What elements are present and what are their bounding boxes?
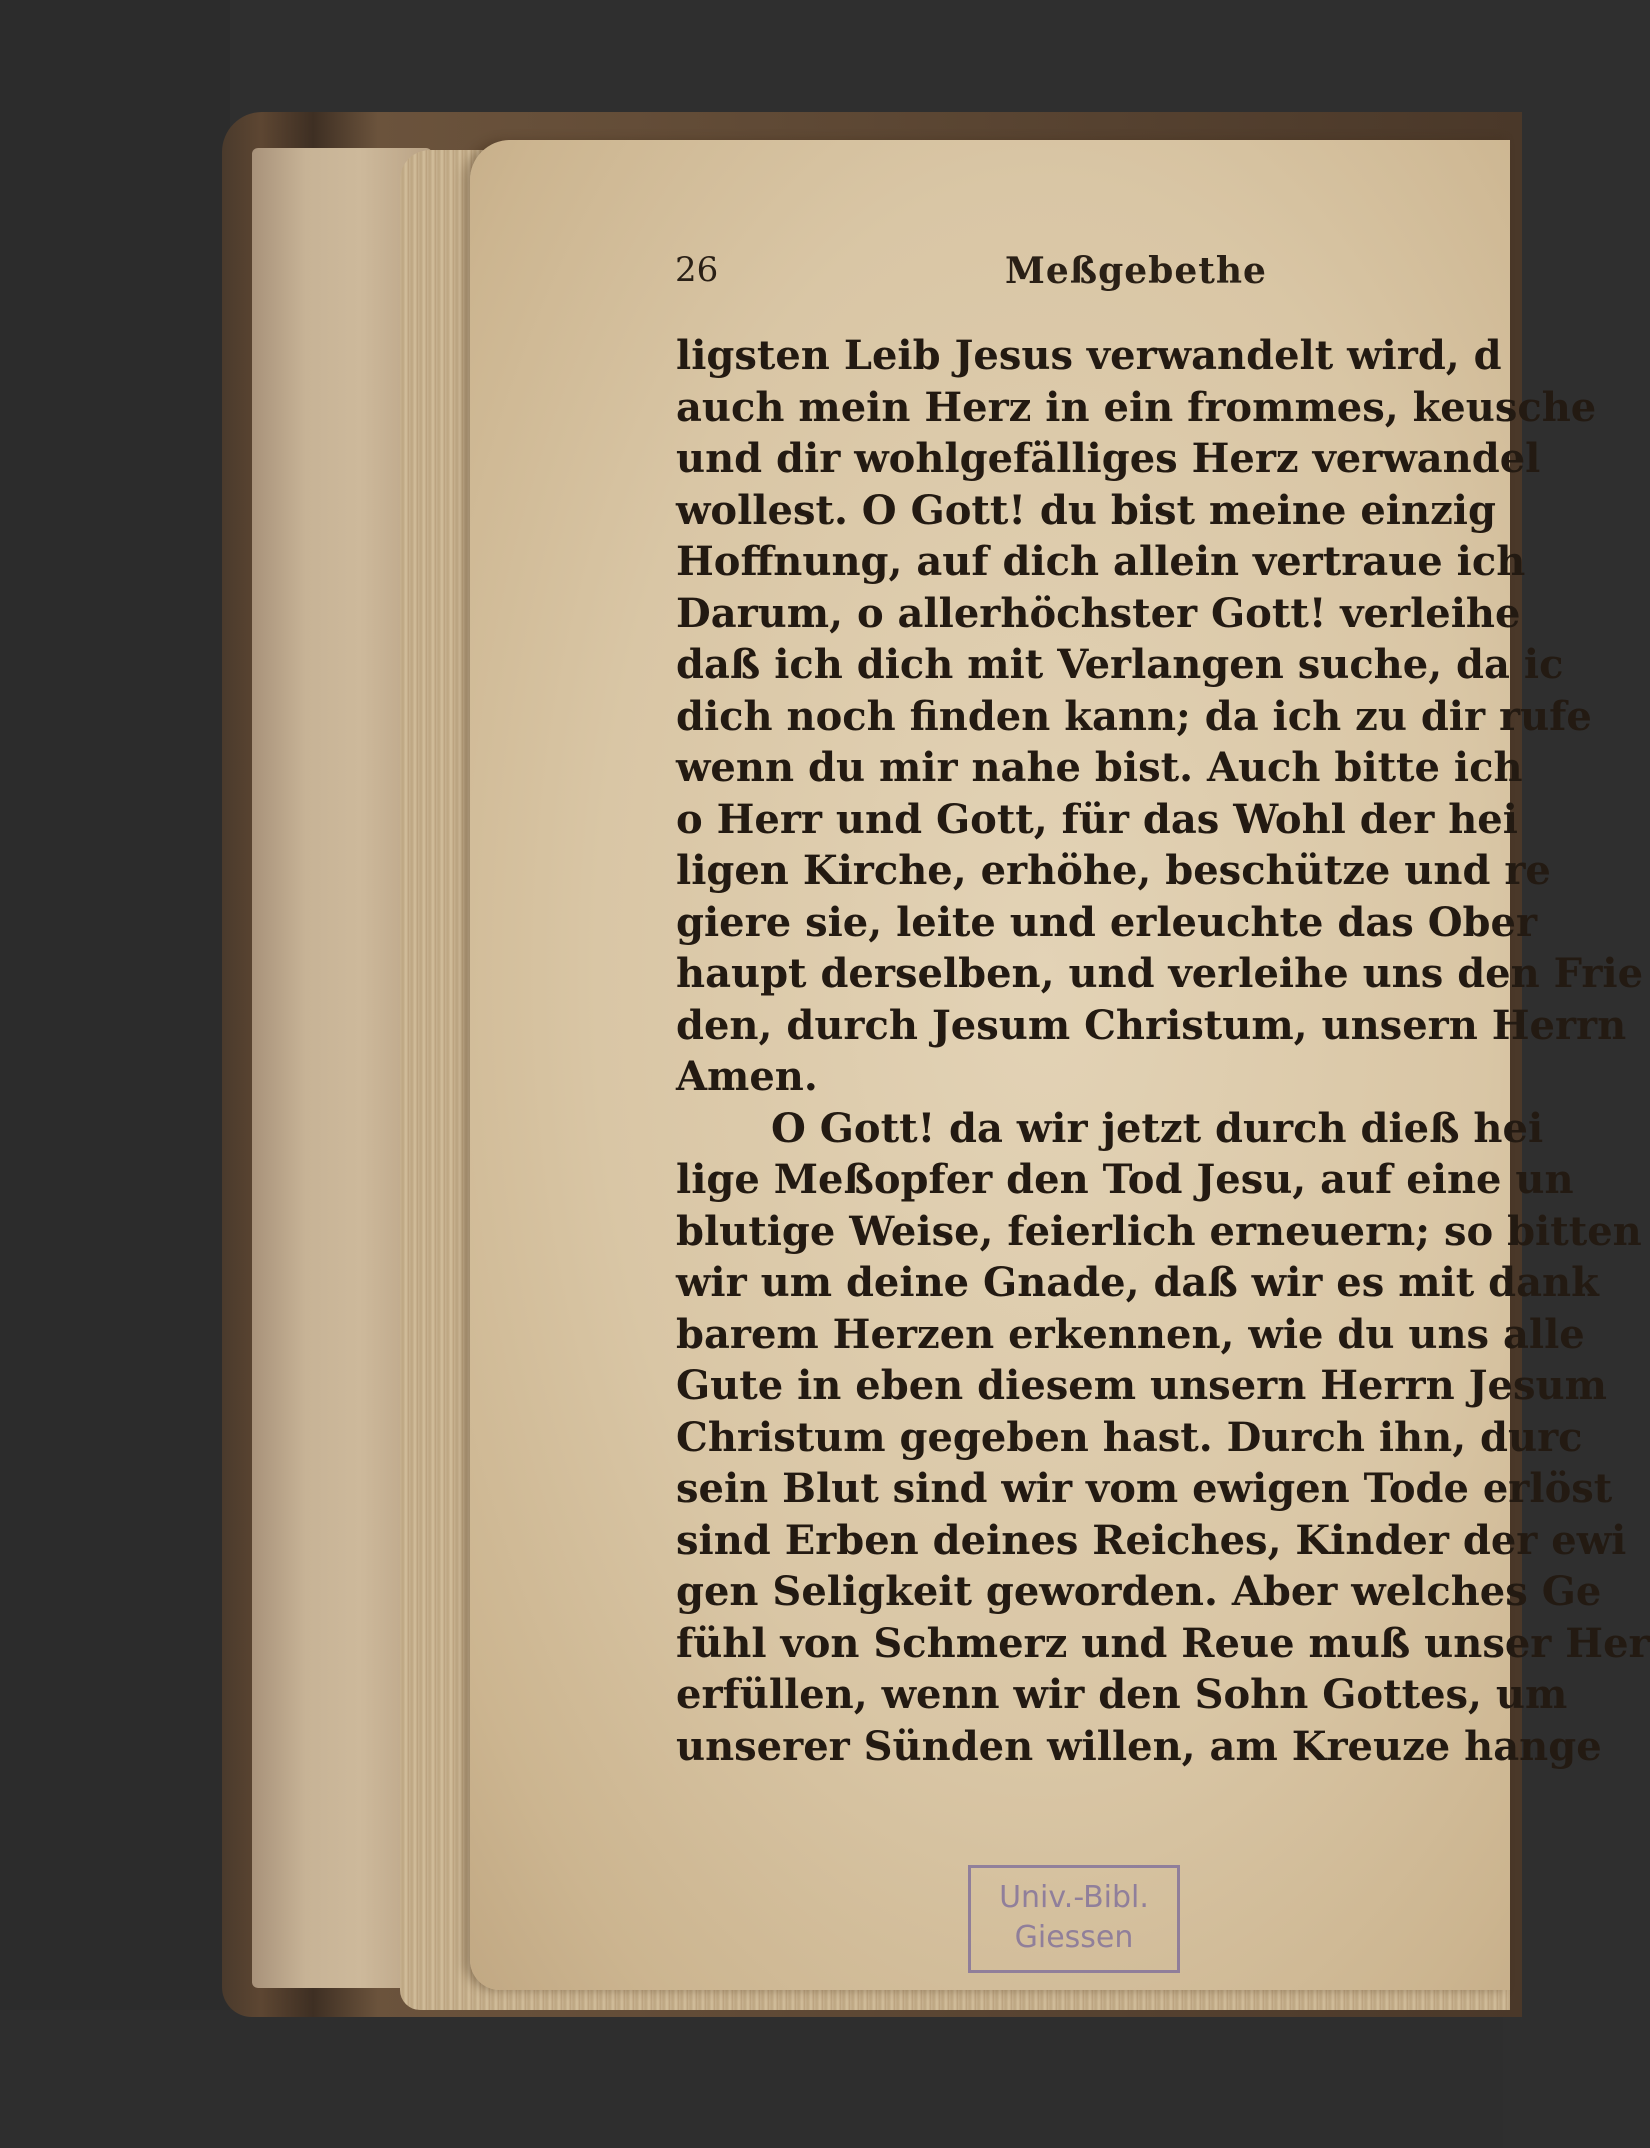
dark-background-bottom [0, 2010, 1503, 2148]
text-line: wir um deine Gnade, daß wir es mit dank [676, 1259, 1599, 1306]
running-title: Meßgebethe [1005, 250, 1267, 292]
text-line: daß ich dich mit Verlangen suche, da ic [676, 641, 1564, 688]
text-line: und dir wohlgefälliges Herz verwandel [676, 435, 1541, 482]
text-line: dich noch finden kann; da ich zu dir rufe [676, 692, 1592, 740]
text-line: sind Erben deines Reiches, Kinder der ewi [676, 1516, 1627, 1564]
text-line: ligen Kirche, erhöhe, beschütze und re [676, 847, 1551, 894]
text-line: gen Seligkeit geworden. Aber welches Ge [676, 1568, 1602, 1615]
text-line: giere sie, leite und erleuchte das Ober [676, 898, 1538, 946]
text-line: o Herr und Gott, für das Wohl der hei [676, 795, 1518, 843]
text-line: Hoffnung, auf dich allein vertraue ich [676, 538, 1526, 585]
text-line: barem Herzen erkennen, wie du uns alle [676, 1310, 1585, 1358]
text-line: haupt derselben, und verleihe uns den Frie [676, 950, 1644, 997]
running-head [675, 250, 1515, 300]
text-line: Darum, o allerhöchster Gott! verleihe [676, 589, 1521, 637]
stamp-line-1: Univ.-Bibl. [999, 1880, 1149, 1915]
text-line: sein Blut sind wir vom ewigen Tode erlöst [676, 1465, 1613, 1512]
text-line: erfüllen, wenn wir den Sohn Gottes, um [676, 1671, 1568, 1718]
dark-background [0, 0, 230, 2148]
text-line: unserer Sünden willen, am Kreuze hange [676, 1722, 1602, 1770]
text-line: wenn du mir nahe bist. Auch bitte ich [676, 744, 1523, 791]
text-line: Amen. [676, 1053, 818, 1100]
text-line: auch mein Herz in ein frommes, keusche [676, 383, 1597, 431]
page-number: 26 [675, 250, 719, 290]
text-line: Gute in eben diesem unsern Herrn Jesum [676, 1362, 1607, 1409]
text-line: ligsten Leib Jesus verwandelt wird, d [676, 332, 1502, 379]
text-line: wollest. O Gott! du bist meine einzig [676, 486, 1496, 534]
library-stamp [968, 1865, 1180, 1973]
text-line: Christum gegeben hast. Durch ihn, durc [676, 1413, 1583, 1461]
text-line: fühl von Schmerz und Reue muß unser Her [676, 1619, 1650, 1667]
body-text [676, 330, 1650, 1772]
text-line: O Gott! da wir jetzt durch dieß hei [771, 1104, 1544, 1152]
text-line: blutige Weise, feierlich erneuern; so bitten [676, 1207, 1642, 1255]
text-line: lige Meßopfer den Tod Jesu, auf eine un [676, 1156, 1574, 1203]
text-line: den, durch Jesum Christum, unsern Herrn [676, 1001, 1627, 1049]
stamp-line-2: Giessen [1014, 1920, 1134, 1955]
